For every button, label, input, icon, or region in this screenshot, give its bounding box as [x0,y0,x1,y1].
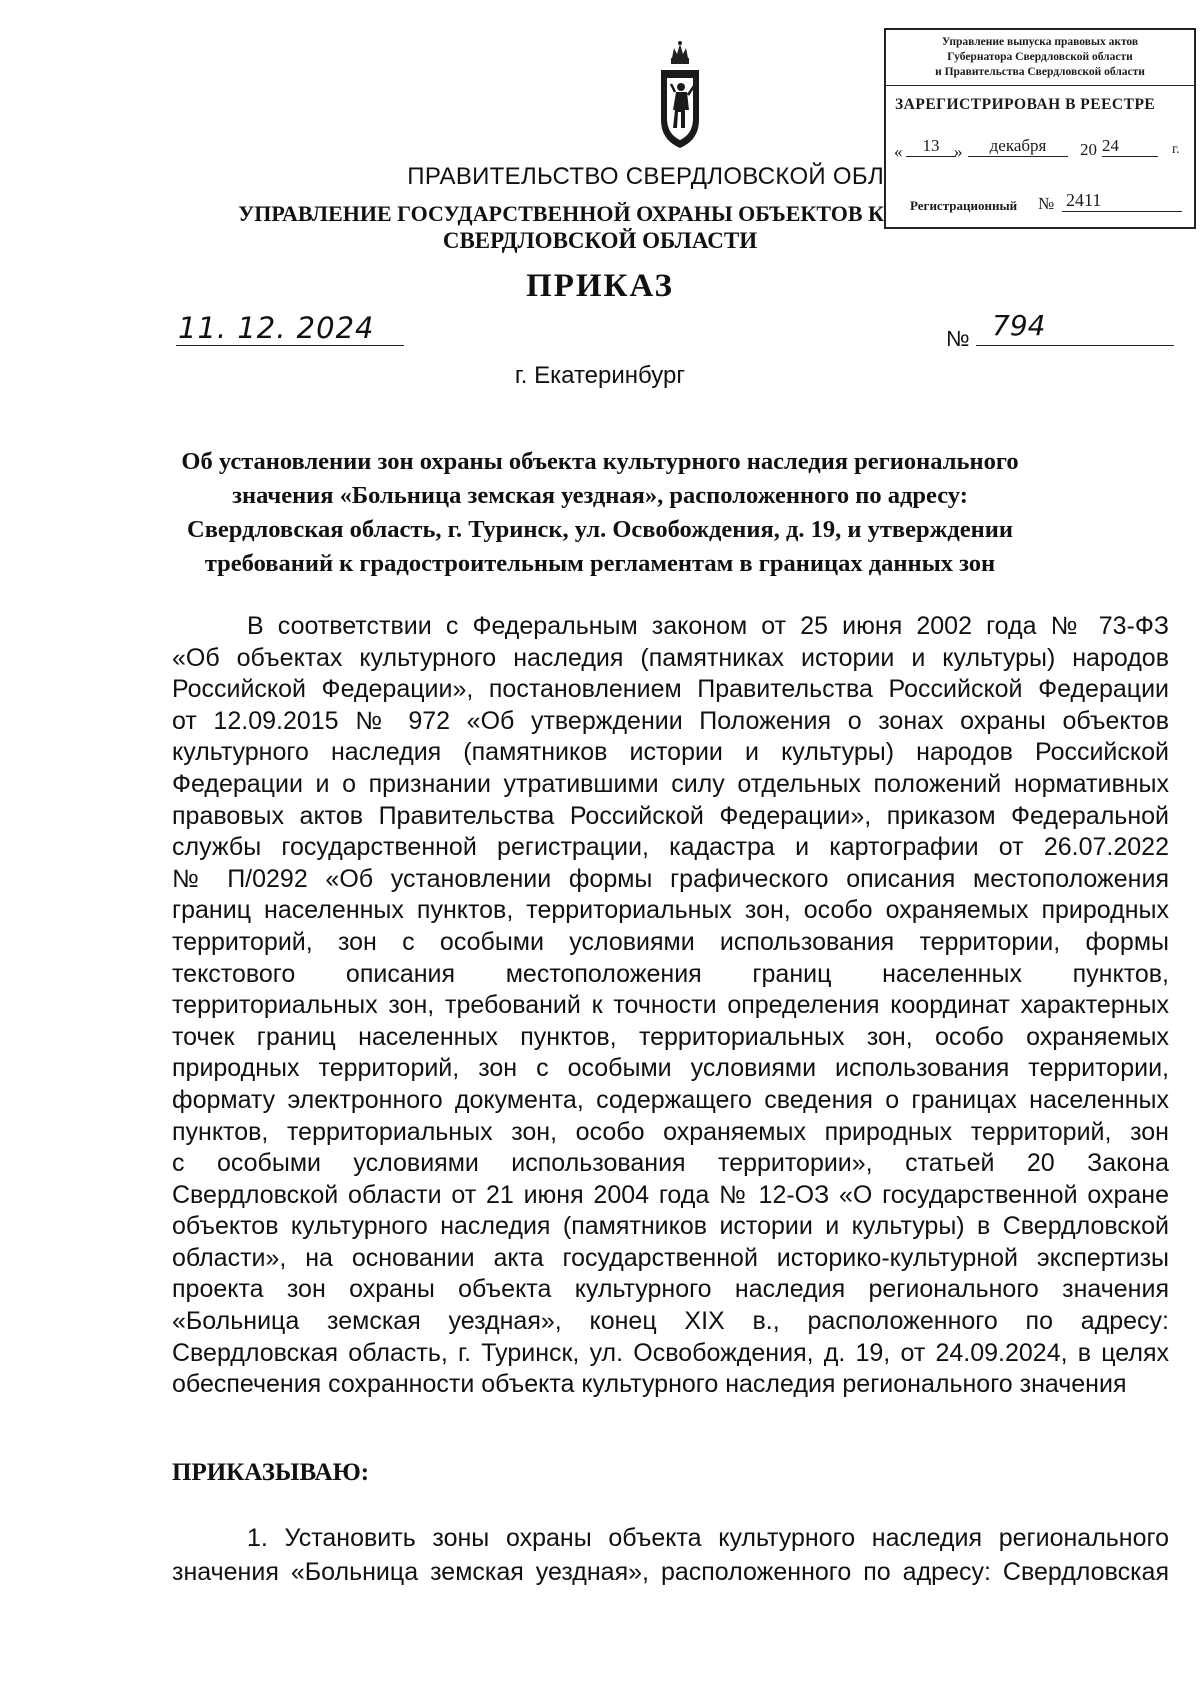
title-line: значения «Больница земская уездная», расположенного по адресу: [232,482,968,509]
order-item-1 [172,1521,1169,1589]
stamp-authority [886,30,1194,86]
paragraph-line: обеспечения сохранности объекта культурного наследия регионального значения [172,1370,1127,1399]
paragraph-line: 1. Установить зоны охраны объекта культурного наследия регионального [247,1524,1169,1552]
paragraph-line: от 12.09.2015 № 972 «Об утверждении Положения о зонах охраны объектов [172,706,1169,735]
department-name-line-2: СВЕРДЛОВСКОЙ ОБЛАСТИ [442,228,758,253]
paragraph-line: культурного наследия (памятников истории и культуры) народов Российской [172,738,1169,767]
stamp-authority-line: Губернатора Свердловской области [947,51,1133,63]
paragraph-line: службы государственной регистрации, кадастра и картографии от 26.07.2022 [172,833,1169,862]
date-underline [176,345,404,346]
paragraph-line: «Об объектах культурного наследия (памятниках истории и культуры) народов [172,643,1169,672]
government-name: ПРАВИТЕЛЬСТВО СВЕРДЛОВСКОЙ ОБЛ [407,163,884,190]
stamp-year-prefix: 20 [1080,140,1097,159]
paragraph-line: Российской Федерации», постановлением Правительства Российской Федерации [172,675,1169,704]
paragraph-line: территориальных зон, требований к точности определения координат характерных [172,991,1169,1020]
stamp-open-quote: « [894,142,903,161]
stamp-month: декабря [968,136,1068,157]
stamp-date [892,136,1192,166]
number-underline [976,345,1174,346]
paragraph-line: области», на основании акта государственной историко-культурной экспертизы [172,1243,1169,1272]
stamp-authority-line: и Правительства Свердловской области [935,66,1145,78]
paragraph-line: «Больница земская уездная», конец XIX в., расположенного по адресу: [172,1307,1169,1336]
paragraph-line: территорий, зон с особыми условиями использования территории, формы [172,927,1169,956]
registry-stamp [884,28,1196,229]
stamp-close-quote: » [954,142,963,161]
paragraph-line: правовых актов Правительства Российской Федерации», приказом Федеральной [172,801,1169,830]
paragraph-line: Свердловской области от 21 июня 2004 года № 12-ОЗ «О государственной охране [172,1180,1169,1209]
paragraph-line: пунктов, территориальных зон, особо охраняемых природных территорий, зон [172,1117,1169,1146]
city: г. Екатеринбург [514,362,686,389]
stamp-year-abbr: г. [1172,142,1180,157]
stamp-year-suffix: 24 [1102,136,1158,157]
document-type: ПРИКАЗ [526,268,674,304]
department-name-line-1: УПРАВЛЕНИЕ ГОСУДАРСТВЕННОЙ ОХРАНЫ ОБЪЕКТОВ К [238,201,884,226]
paragraph-line: с особыми условиями использования территории», статьей 20 Закона [172,1149,1169,1178]
paragraph-line: границ населенных пунктов, территориальных зон, особо охраняемых природных [172,896,1169,925]
stamp-reg-label: Регистрационный [910,198,1018,213]
title-line: требований к градостроительным регламентам в границах данных зон [204,550,996,577]
document-date: 11. 12. 2024 [178,311,375,345]
stamp-authority-line: Управление выпуска правовых актов [941,36,1139,48]
paragraph-line: природных территорий, зон с особыми условиями использования территории, [172,1054,1169,1083]
preamble-paragraph [172,611,1169,1401]
coat-of-arms-icon [657,40,703,150]
title-line: Об установлении зон охраны объекта культурного наследия регионального [181,448,1019,475]
paragraph-line: точек границ населенных пунктов, территориальных зон, особо охраняемых [172,1022,1169,1051]
number-label: № [946,326,970,351]
order-word: ПРИКАЗЫВАЮ: [172,1459,370,1486]
paragraph-line: Свердловская область, г. Туринск, ул. Освобождения, д. 19, от 24.09.2024, в целях [172,1338,1169,1367]
title-line: Свердловская область, г. Туринск, ул. Освобождения, д. 19, и утверждении [187,516,1013,543]
stamp-reg-number-value: 2411 [1062,190,1182,212]
stamp-reg-number [910,190,1190,220]
paragraph-line: значения «Больница земская уездная», расположенного по адресу: Свердловская [172,1558,1169,1586]
stamp-registered-label: ЗАРЕГИСТРИРОВАН В РЕЕСТРЕ [895,96,1156,113]
paragraph-line: текстового описания местоположения границ населенных пунктов, [172,959,1169,988]
stamp-day: 13 [906,136,956,157]
paragraph-line: В соответствии с Федеральным законом от 25 июня 2002 года № 73-ФЗ [247,612,1169,640]
paragraph-line: Федерации и о признании утратившими силу отдельных положений нормативных [172,769,1169,798]
paragraph-line: № П/0292 «Об установлении формы графического описания местоположения [172,864,1169,893]
paragraph-line: проекта зон охраны объекта культурного наследия регионального значения [172,1275,1169,1304]
document-number: 794 [992,309,1046,342]
stamp-num-sign: № [1038,194,1055,213]
paragraph-line: объектов культурного наследия (памятников истории и культуры) в Свердловской [172,1212,1169,1241]
paragraph-line: формату электронного документа, содержащего сведения о границах населенных [172,1085,1169,1114]
